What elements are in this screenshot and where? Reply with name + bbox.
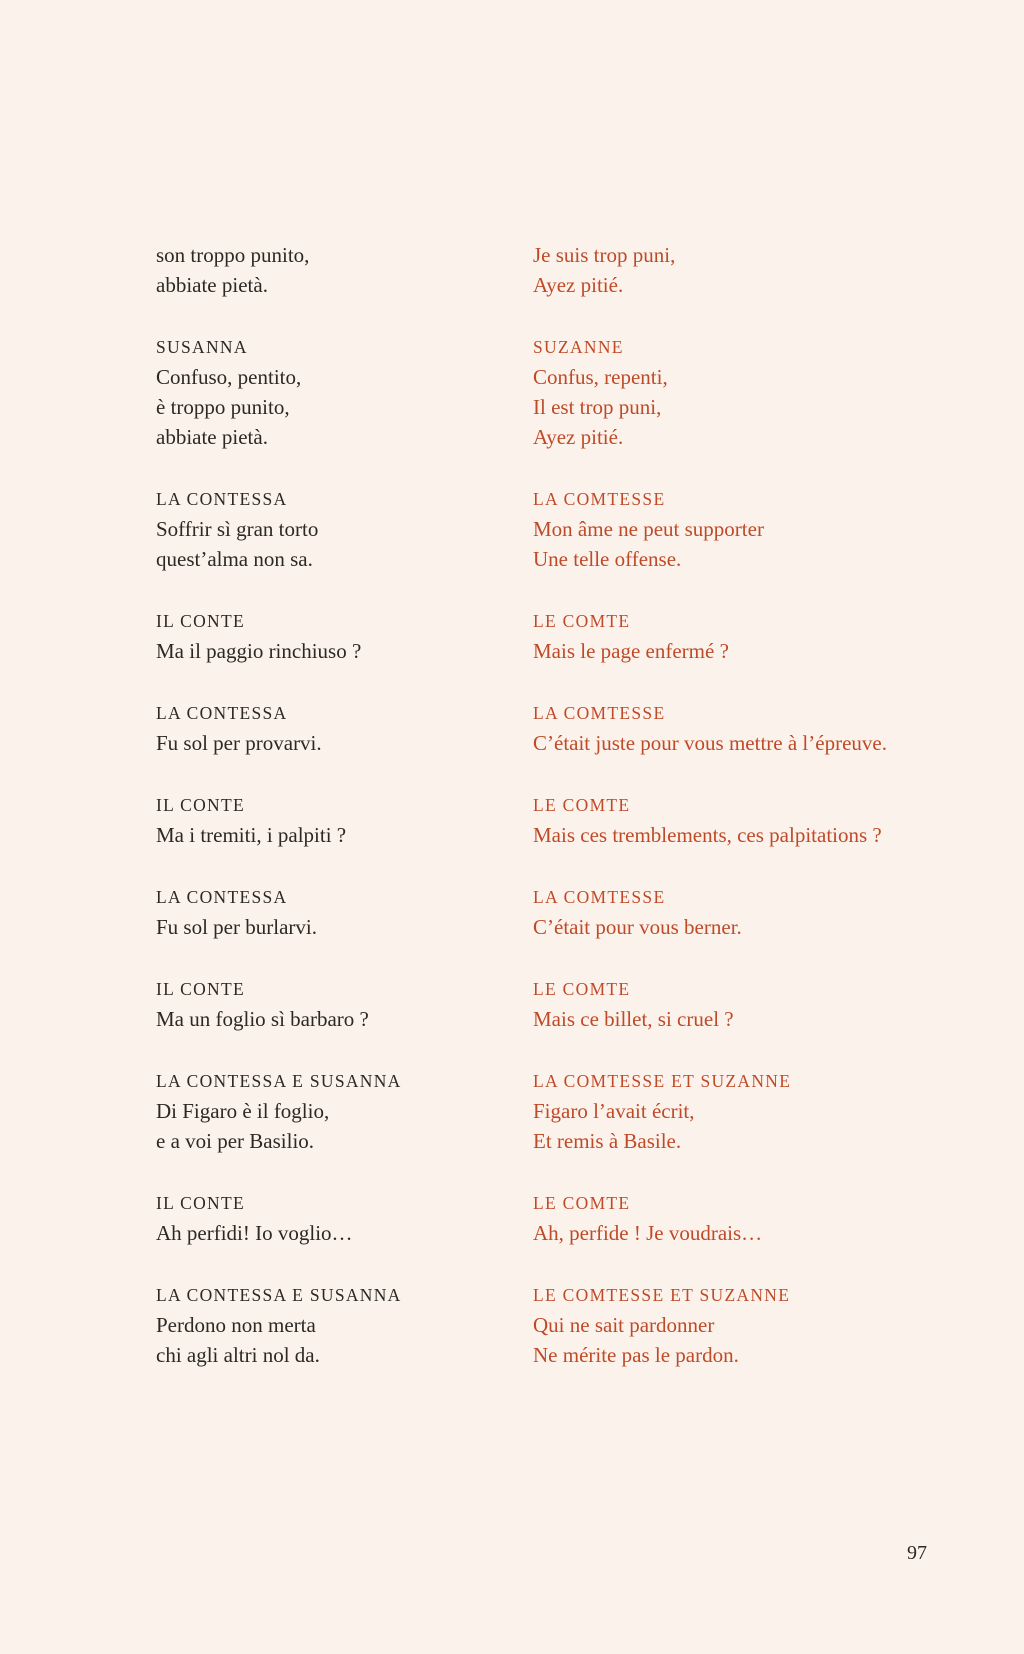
dialogue-line: Ma il paggio rinchiuso ? [156, 639, 362, 663]
dialogue-block [533, 1066, 973, 1156]
dialogue-line: Figaro l’avait écrit, [533, 1099, 695, 1123]
dialogue-line: son troppo punito, [156, 243, 310, 267]
italian-column [156, 240, 521, 1402]
dialogue-line: Mais ces tremblements, ces palpitations ? [533, 823, 882, 847]
speaker-label: LA COMTESSE [533, 887, 666, 907]
speaker-label: IL CONTE [156, 611, 245, 631]
speaker-label: LA CONTESSA [156, 703, 288, 723]
speaker-label: SUZANNE [533, 337, 624, 357]
speaker-label: LA CONTESSA E SUSANNA [156, 1285, 402, 1305]
dialogue-line: Mais ce billet, si cruel ? [533, 1007, 734, 1031]
dialogue-block [533, 332, 973, 452]
dialogue-line: Ma un foglio sì barbaro ? [156, 1007, 369, 1031]
dialogue-block [156, 1280, 521, 1370]
dialogue-line: Et remis à Basile. [533, 1129, 682, 1153]
dialogue-line: Soffrir sì gran torto [156, 517, 319, 541]
dialogue-block [156, 790, 521, 850]
dialogue-block [533, 974, 973, 1034]
speaker-label: LA CONTESSA E SUSANNA [156, 1071, 402, 1091]
dialogue-block [156, 974, 521, 1034]
dialogue-line: quest’alma non sa. [156, 547, 313, 571]
dialogue-block [156, 332, 521, 452]
dialogue-line: Perdono non merta [156, 1313, 316, 1337]
dialogue-line: è troppo punito, [156, 395, 290, 419]
speaker-label: LE COMTE [533, 1193, 631, 1213]
dialogue-line: Ayez pitié. [533, 273, 624, 297]
dialogue-line: Di Figaro è il foglio, [156, 1099, 330, 1123]
dialogue-block [156, 1188, 521, 1248]
dialogue-line: abbiate pietà. [156, 273, 268, 297]
dialogue-line: Ayez pitié. [533, 425, 624, 449]
speaker-label: IL CONTE [156, 1193, 245, 1213]
french-column [533, 240, 973, 1402]
dialogue-line: e a voi per Basilio. [156, 1129, 315, 1153]
dialogue-line: Fu sol per burlarvi. [156, 915, 317, 939]
speaker-label: LE COMTESSE ET SUZANNE [533, 1285, 791, 1305]
dialogue-block [533, 790, 973, 850]
dialogue-line: Ah, perfide ! Je voudrais… [533, 1221, 763, 1245]
dialogue-block [533, 882, 973, 942]
speaker-label: SUSANNA [156, 337, 248, 357]
speaker-label: IL CONTE [156, 979, 245, 999]
dialogue-line: Ma i tremiti, i palpiti ? [156, 823, 347, 847]
dialogue-line: chi agli altri nol da. [156, 1343, 320, 1367]
dialogue-line: Ah perfidi! Io voglio… [156, 1221, 353, 1245]
page-number: 97 [907, 1542, 927, 1564]
dialogue-block [533, 240, 973, 300]
speaker-label: LE COMTE [533, 611, 631, 631]
speaker-label: LA CONTESSA [156, 489, 288, 509]
dialogue-block [533, 1280, 973, 1370]
dialogue-block [533, 698, 973, 758]
dialogue-block [156, 882, 521, 942]
speaker-label: LA CONTESSA [156, 887, 288, 907]
dialogue-line: Mais le page enfermé ? [533, 639, 729, 663]
dialogue-block [156, 1066, 521, 1156]
speaker-label: LA COMTESSE [533, 489, 666, 509]
dialogue-line: C’était pour vous berner. [533, 915, 742, 939]
dialogue-line: abbiate pietà. [156, 425, 268, 449]
speaker-label: LE COMTE [533, 979, 631, 999]
dialogue-block [156, 698, 521, 758]
dialogue-line: Mon âme ne peut supporter [533, 517, 764, 541]
dialogue-line: Je suis trop puni, [533, 243, 676, 267]
dialogue-block [156, 240, 521, 300]
speaker-label: IL CONTE [156, 795, 245, 815]
dialogue-line: Il est trop puni, [533, 395, 662, 419]
dialogue-block [533, 1188, 973, 1248]
dialogue-line: Qui ne sait pardonner [533, 1313, 715, 1337]
dialogue-block [156, 484, 521, 574]
dialogue-line: Confus, repenti, [533, 365, 668, 389]
dialogue-line: Une telle offense. [533, 547, 682, 571]
dialogue-block [156, 606, 521, 666]
dialogue-line: C’était juste pour vous mettre à l’épreuve. [533, 731, 887, 755]
dialogue-line: Confuso, pentito, [156, 365, 302, 389]
dialogue-line: Fu sol per provarvi. [156, 731, 322, 755]
dialogue-block [533, 606, 973, 666]
dialogue-block [533, 484, 973, 574]
speaker-label: LA COMTESSE ET SUZANNE [533, 1071, 792, 1091]
dialogue-line: Ne mérite pas le pardon. [533, 1343, 739, 1367]
speaker-label: LE COMTE [533, 795, 631, 815]
speaker-label: LA COMTESSE [533, 703, 666, 723]
